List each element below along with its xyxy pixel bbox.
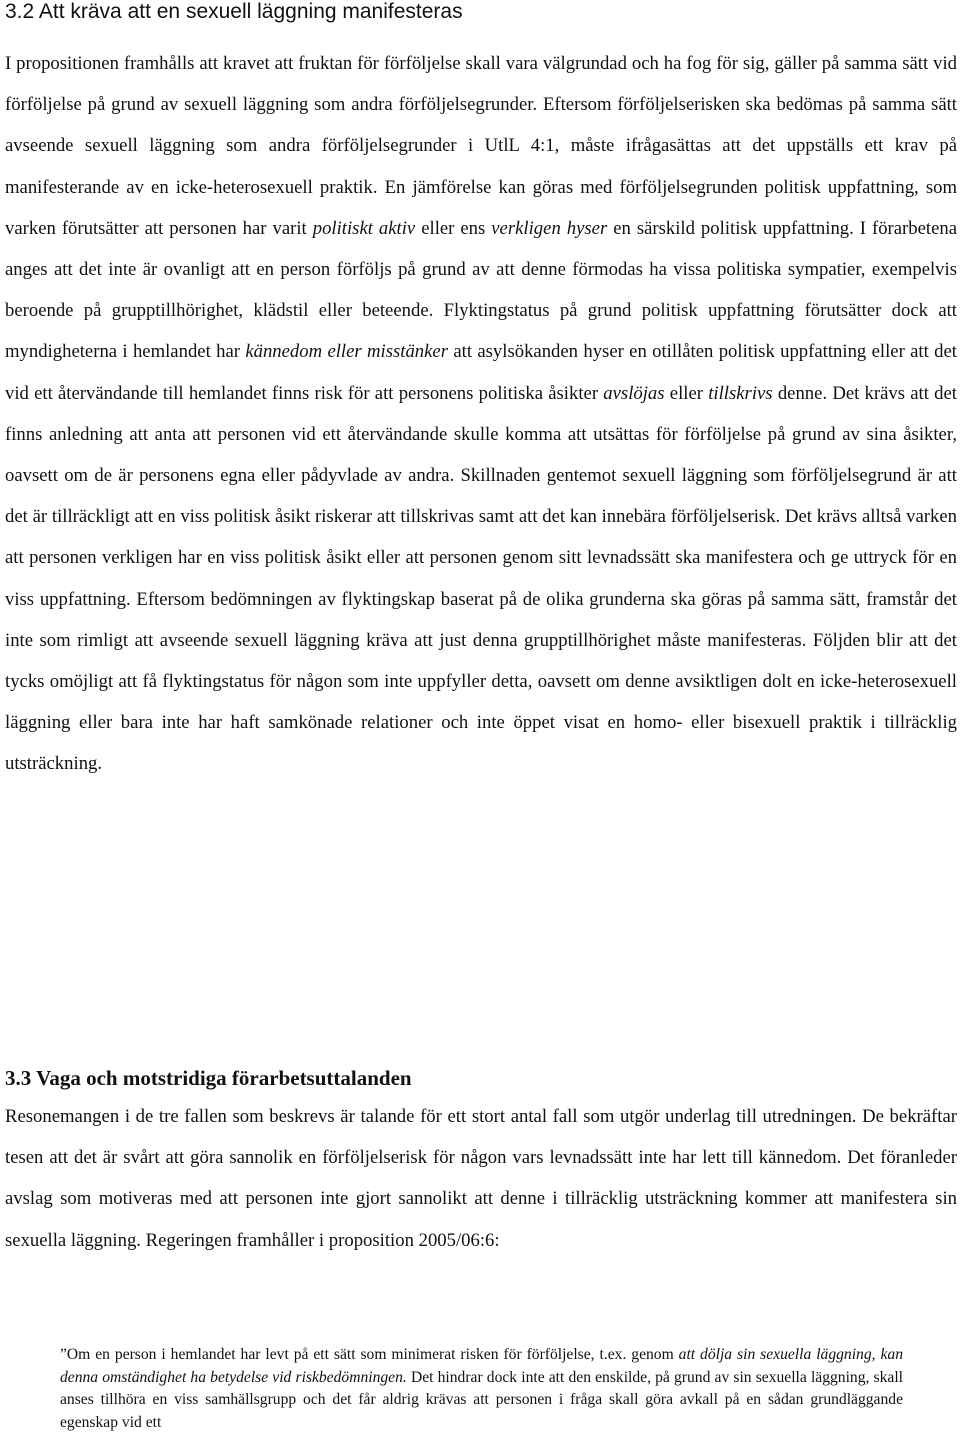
text-run: denne. Det krävs att det finns anledning att anta att personen vid ett återvändande skulle komma att utsättas för förföljelse på grund av sina åsikter, oavsett om de är personens egna eller pådyvlade av andra. Skillnaden gentemot sexuell läggning som förföljelsegrund är att det är tillräckligt att en viss politisk åsikt riskerar att tillskrivas samt att det kan innebära förföljelserisk. Det krävs alltså varken att personen verkligen har en viss politisk åsikt eller att personen genom sitt levnadssätt ska manifestera och ge uttryck för en viss uppfattning. Eftersom bedömningen av flyktingskap baserat på de olika grunderna ska göras på samma sätt, framstår det inte som rimligt att avseende sexuell läggning kräva att just denna grupptillhörighet måste manifesteras. Följden blir att det tycks omöjligt att få flyktingstatus för någon som inte uppfyller detta, oavsett om denne avsiktligen dolt en icke-heterosexuell läggning eller bara inte har haft samkönade relationer och inte öppet visat en homo- eller bisexuell praktik i tillräcklig utsträckning. [5, 382, 957, 775]
text-run: eller ens [415, 217, 492, 239]
text-run: eller [664, 382, 709, 404]
text-run: I propositionen framhålls att kravet att fruktan för förföljelse skall vara välgrundad och ha fog för sig, gäller på samma sätt vid förföljelse på grund av sexuell läggning som andra förföljelsegrunder. Eftersom förföljelserisken ska bedömas på samma sätt avseende sexuell läggning som andra förföljelsegrunder i UtlL 4:1, måste ifrågasättas att det uppställs ett krav på manifesterande av en icke-heterosexuell praktik. En jämförelse kan göras med förföljelsegrunden politisk uppfattning, som varken förutsätter att personen har varit [5, 53, 957, 239]
italic-text-run: tillskrivs [708, 382, 773, 404]
quote-italic-run: att dölja sin sexuella läggning, kan denna omständighet ha betydelse vid riskbedömningen. [60, 1346, 903, 1386]
text-run: en särskild politisk uppfattning. I förarbetena anges att det inte är ovanligt att en person förföljs på grund av att denne förmodas ha vissa politiska sympatier, exempelvis beroende på grupptillhörighet, klädstil eller beteende. Flyktingstatus på grund politisk uppfattning förutsätter dock att myndigheterna i hemlandet har [5, 217, 958, 363]
block-quote [60, 1344, 903, 1434]
italic-text-run: kännedom eller misstänker [245, 341, 448, 363]
quote-text-run: Det hindrar dock inte att den enskilde, på grund av sin sexuella läggning, skall anses tillhöra en viss samhällsgrupp och det får aldrig krävas att personen i fråga skall göra avkall på en sådan grundläggande egenskap vid ett [60, 1368, 904, 1431]
quote-text-run: ”Om en person i hemlandet har levt på ett sätt som minimerat risken för förföljelse, t.ex. genom [60, 1346, 679, 1363]
italic-text-run: politiskt aktiv [312, 217, 416, 239]
italic-text-run: verkligen hyser [491, 217, 608, 239]
section-heading-3-3: 3.3 Vaga och motstridiga förarbetsuttalanden [5, 1066, 412, 1090]
italic-text-run: avslöjas [603, 382, 665, 404]
section-heading-3-2: 3.2 Att kräva att en sexuell läggning manifesteras [5, 0, 463, 23]
section-3-3-paragraph: Resonemangen i de tre fallen som beskrevs är talande för ett stort antal fall som utgör underlag till utredningen. De bekräftar tesen att det är svårt att göra sannolik en förföljelserisk för någon vars levnadssätt inte har lett till kännedom. Det föranleder avslag som motiveras med att personen inte gjort sannolikt att denne i tillräcklig utsträckning kommer att manifestera sin sexuella läggning. Regeringen framhåller i proposition 2005/06:6: [5, 1106, 957, 1251]
section-3-2-paragraph [5, 43, 957, 785]
text-run: att asylsökanden hyser en otillåten politisk uppfattning eller att det vid ett återvändande till hemlandet finns risk för att personens politiska åsikter [5, 341, 957, 404]
